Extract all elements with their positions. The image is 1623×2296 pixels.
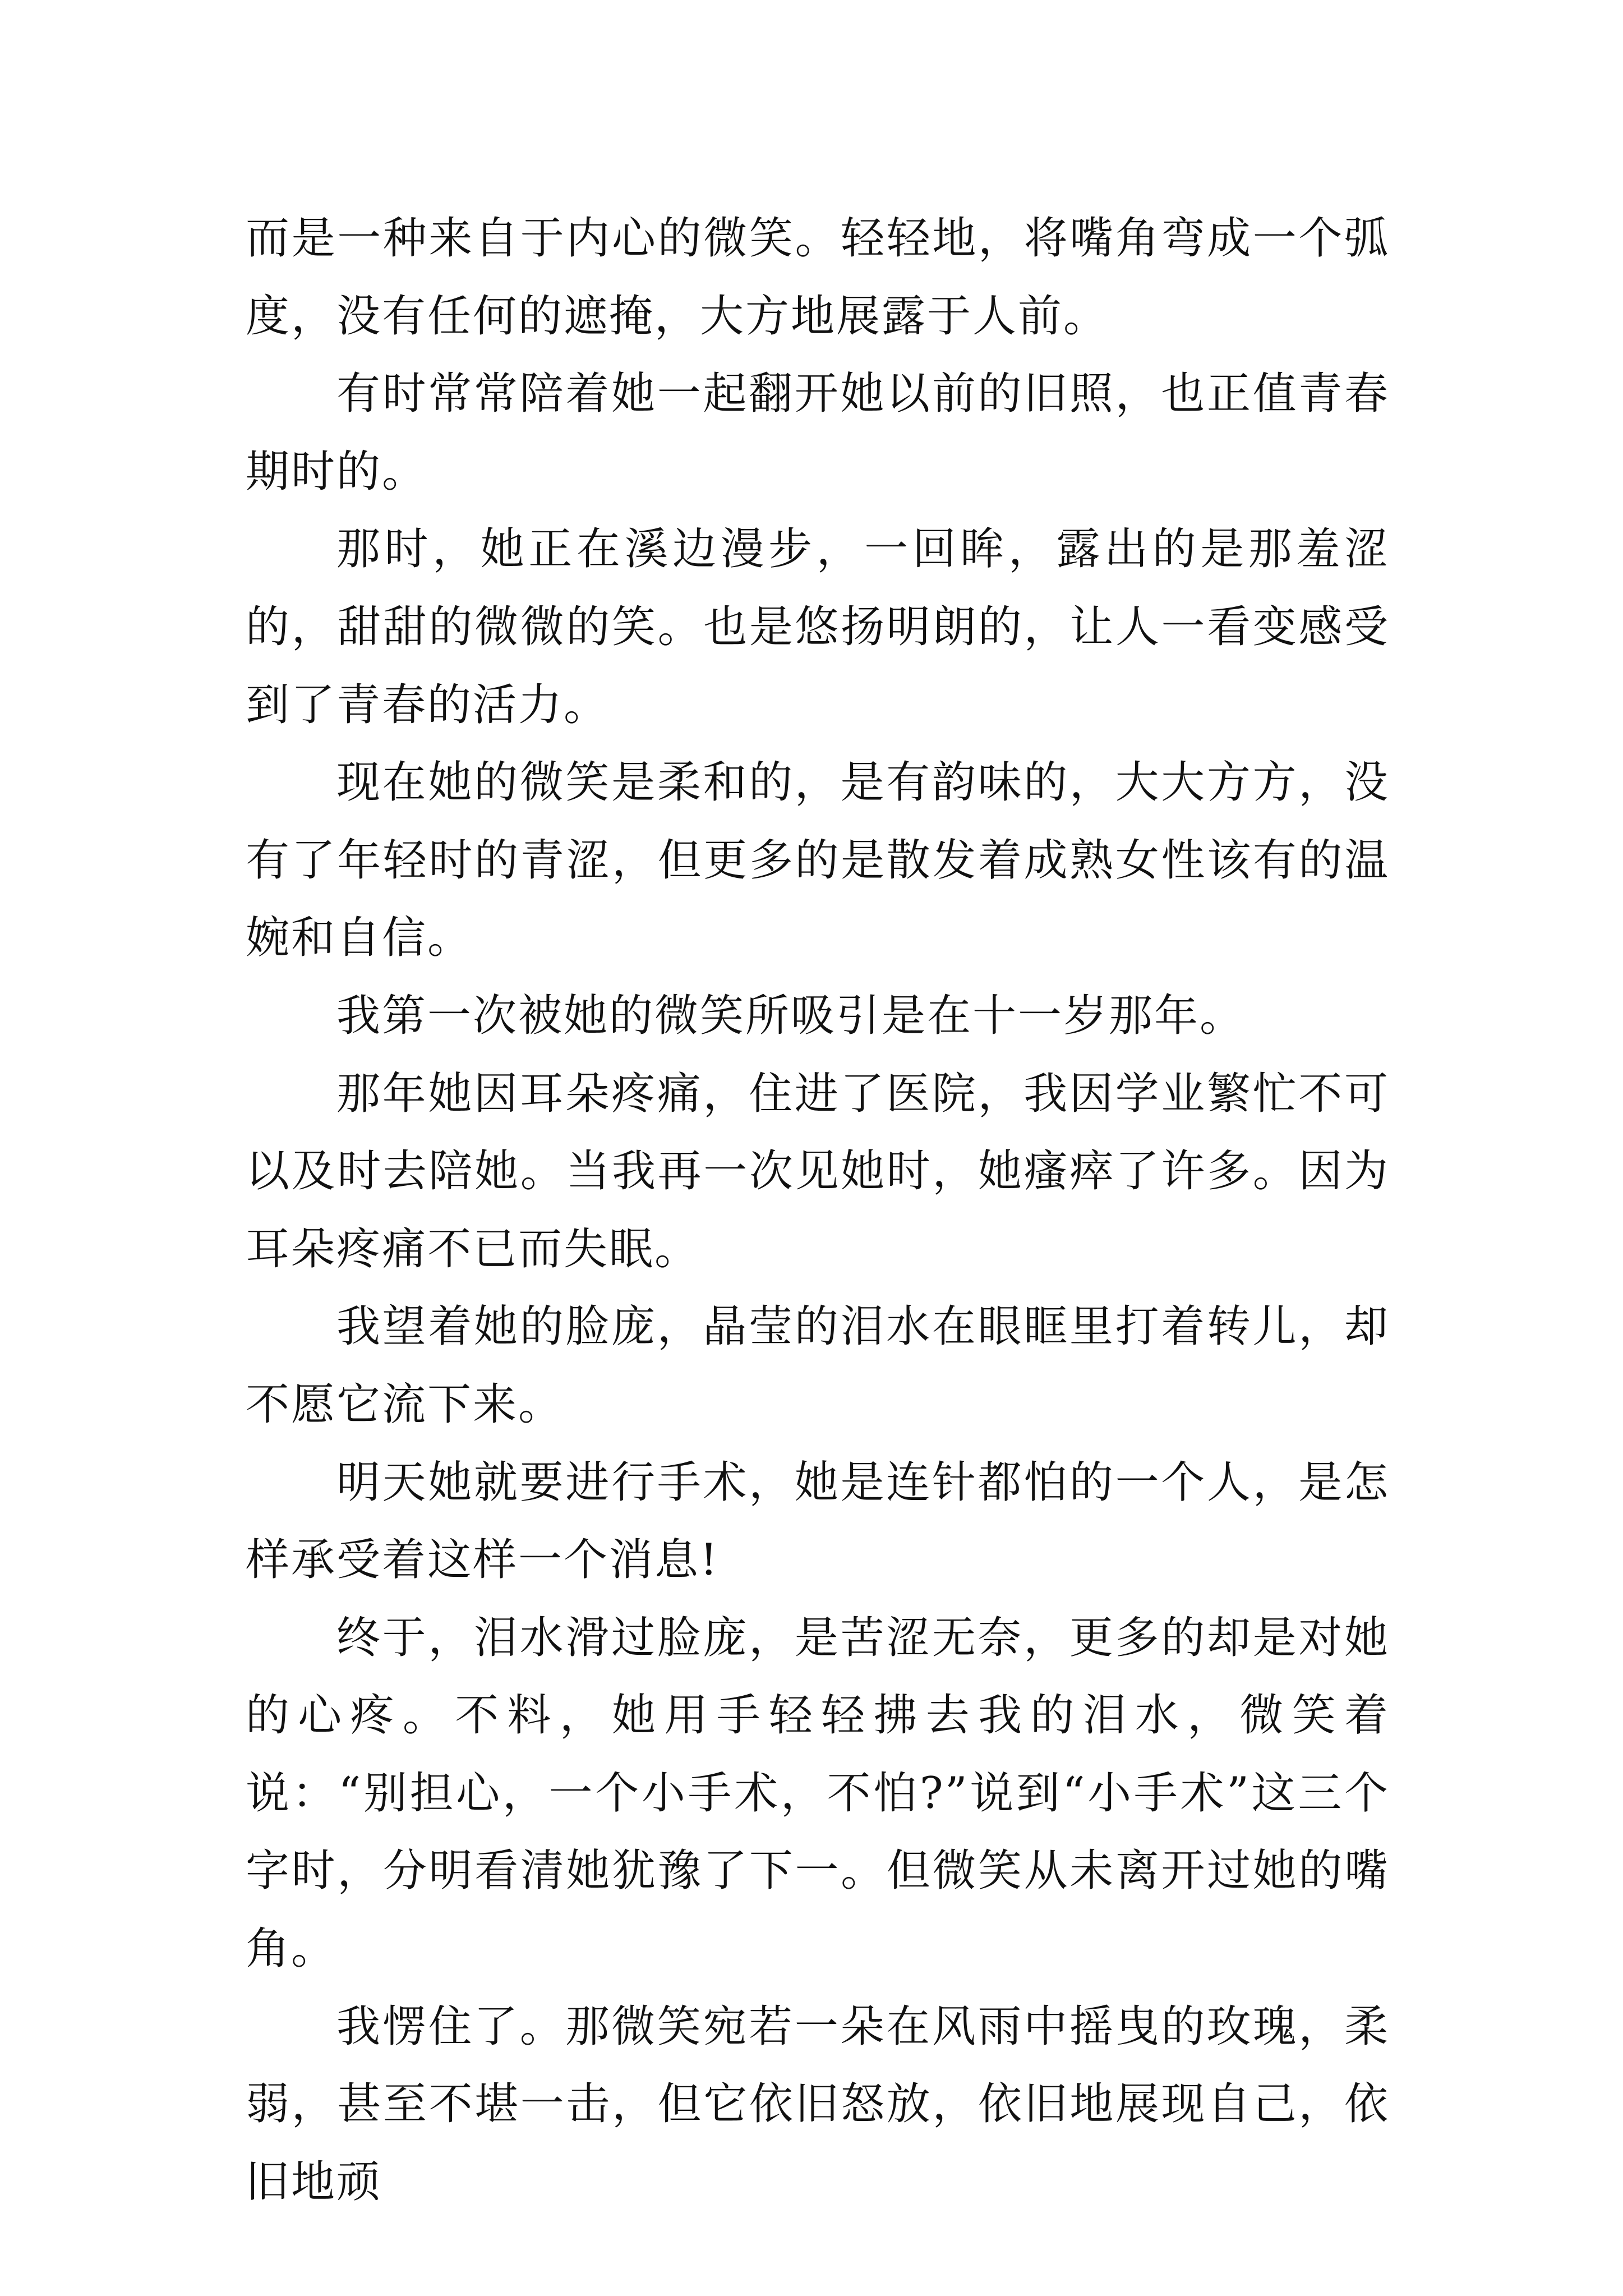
paragraph: 明天她就要进行手术，她是连针都怕的一个人，是怎样承受着这样一个消息!: [246, 1457, 1390, 1586]
paragraph: 终于，泪水滑过脸庞，是苦涩无奈，更多的却是对她的心疼。不料，她用手轻轻拂去我的泪水，微笑着说：“别担心，一个小手术，不怕?”说到“小手术”这三个字时，分明看清她犹豫了下一。但微笑从未离开过她的嘴角。: [246, 1612, 1390, 1975]
paragraph: 有时常常陪着她一起翻开她以前的旧照，也正值青春期时的。: [246, 369, 1390, 497]
body-text: [246, 200, 1390, 2221]
paragraph: 我望着她的脸庞，晶莹的泪水在眼眶里打着转儿，却不愿它流下来。: [246, 1301, 1390, 1430]
paragraph: 那年她因耳朵疼痛，住进了医院，我因学业繁忙不可以及时去陪她。当我再一次见她时，她瘙瘁了许多。因为耳朵疼痛不已而失眠。: [246, 1068, 1390, 1274]
paragraph: 而是一种来自于内心的微笑。轻轻地，将嘴角弯成一个弧度，没有任何的遮掩，大方地展露于人前。: [246, 213, 1390, 342]
paragraph: 现在她的微笑是柔和的，是有韵味的，大大方方，没有了年轻时的青涩，但更多的是散发着成熟女性该有的温婉和自信。: [246, 757, 1390, 964]
paragraph: 我第一次被她的微笑所吸引是在十一岁那年。: [336, 990, 1246, 1041]
paragraph: 那时，她正在溪边漫步，一回眸，露出的是那羞涩的，甜甜的微微的笑。也是悠扬明朗的，让人一看变感受到了青春的活力。: [246, 524, 1390, 730]
paragraph: 我愣住了。那微笑宛若一朵在风雨中摇曳的玫瑰，柔弱，甚至不堪一击，但它依旧怒放，依旧地展现自己，依旧地顽: [246, 2001, 1390, 2207]
